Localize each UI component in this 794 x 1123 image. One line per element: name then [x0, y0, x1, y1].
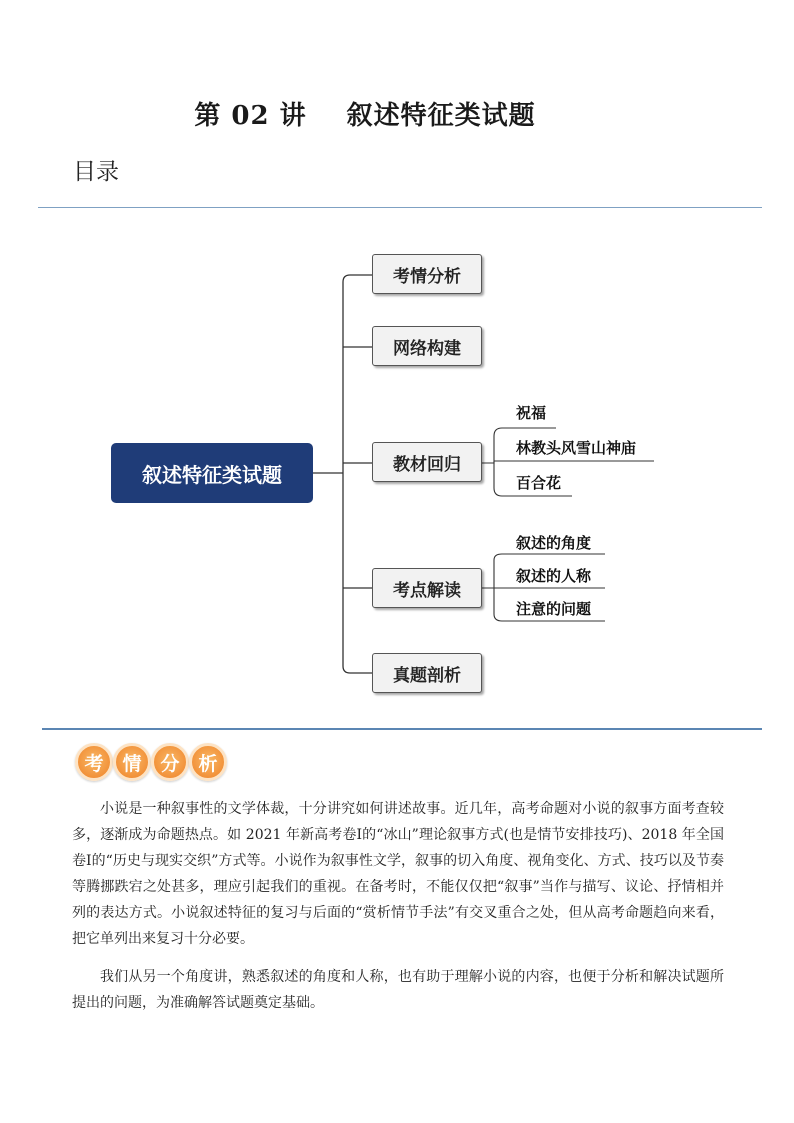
- badge-char: 析: [189, 743, 227, 781]
- leaf-jiaodu: 叙述的角度: [516, 534, 592, 552]
- section-badge: [75, 743, 227, 781]
- paragraph: 小说是一种叙事性的文学体裁，十分讲究如何讲述故事。近几年，高考命题对小说的叙事方面考查较多，逐渐成为命题热点。如 2021 年新高考卷Ⅰ的“冰山”理论叙事方式(也是情节安排技巧)、2018 年全国卷Ⅰ的“历史与现实交织”方式等。小说作为叙事性文学，叙事的切入角度、视角变化、方式、技巧以及节奏等腾挪跌宕之处甚多，理应引起我们的重视。在备考时，不能仅仅把“叙事”当作与描写、议论、抒情相并列的表达方式。小说叙述特征的复习与后面的“赏析情节手法”有交叉重合之处，但从高考命题趋向来看，把它单列出来复习十分必要。: [72, 801, 724, 947]
- branch-zhenti: 真题剖析: [372, 653, 482, 693]
- divider-bottom: [42, 728, 762, 730]
- branch-kaoqing: 考情分析: [372, 254, 482, 294]
- mindmap-root: 叙述特征类试题: [111, 443, 313, 503]
- leaf-zhufu: 祝福: [516, 404, 547, 422]
- paragraph: 我们从另一个角度讲，熟悉叙述的角度和人称，也有助于理解小说的内容，也便于分析和解决试题所提出的问题，为准确解答试题奠定基础。: [72, 969, 724, 1011]
- divider-top: [38, 207, 762, 208]
- leaf-rencheng: 叙述的人称: [516, 567, 592, 585]
- leaf-wenti: 注意的问题: [516, 600, 592, 618]
- leaf-linjiaotou: 林教头风雪山神庙: [516, 439, 637, 457]
- badge-char: 考: [75, 743, 113, 781]
- branch-jiaocai: 教材回归: [372, 442, 482, 482]
- badge-char: 分: [151, 743, 189, 781]
- badge-char: 情: [113, 743, 151, 781]
- leaf-baihehua: 百合花: [516, 474, 562, 492]
- page-title: [0, 95, 730, 132]
- lecture-topic: 叙述特征类试题: [346, 101, 536, 131]
- lecture-number: 第 02 讲: [194, 101, 307, 131]
- branch-wangluo: 网络构建: [372, 326, 482, 366]
- toc-heading: 目录: [73, 159, 119, 185]
- branch-kaodian: 考点解读: [372, 568, 482, 608]
